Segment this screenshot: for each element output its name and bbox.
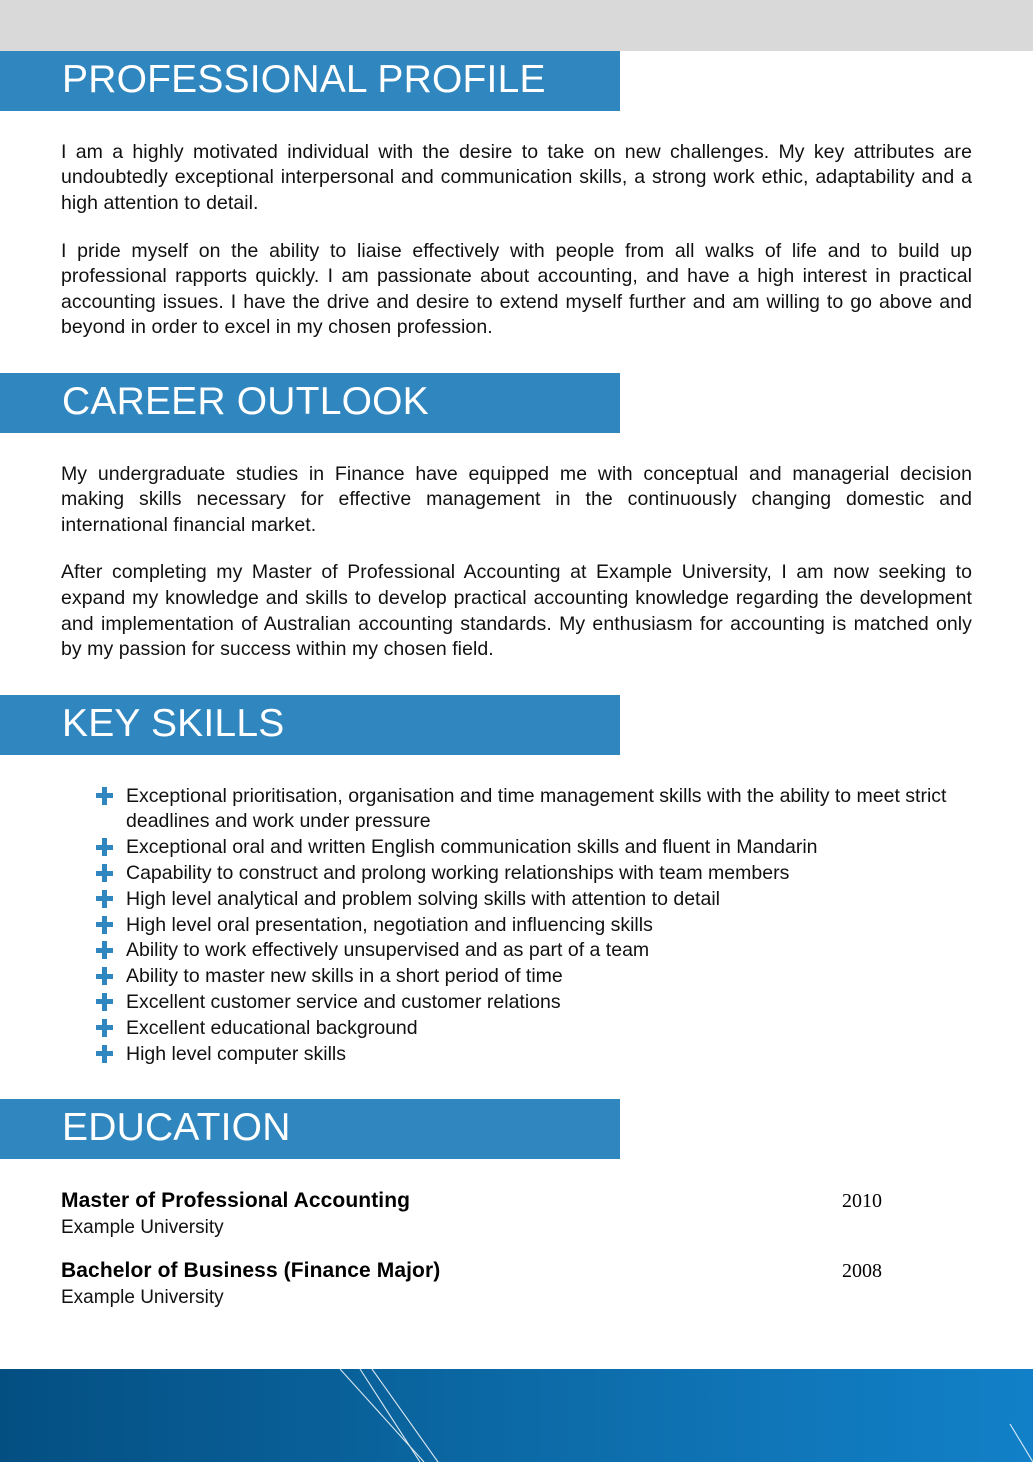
page-title-professional-profile: PROFESSIONAL PROFILE [62,58,546,101]
education-school: Example University [61,1287,224,1309]
list-item [96,938,972,964]
skill-text: Ability to work effectively unsupervised and as part of a team [126,939,650,962]
education-degree: Master of Professional Accounting [61,1189,411,1213]
list-item [96,964,972,990]
professional-profile-paragraph-2: I pride myself on the ability to liaise effectively with people from all walks of life and to build up professional rapports quickly. I am passionate about accounting, and have a high interest in practical accounting issues. I have the drive and desire to extend myself further and am willing to go above and beyond in order to excel in my chosen profession. [61,239,972,339]
list-item [96,913,972,939]
career-outlook-paragraph-1: My undergraduate studies in Finance have equipped me with conceptual and managerial decision making skills necessary for effective management in the continuously changing domestic and international financial market. [61,462,972,536]
section-header-professional-profile [0,51,620,111]
plus-icon [96,864,113,882]
skill-text: Excellent customer service and customer relations [126,990,561,1013]
skill-text: Exceptional prioritisation, organisation and time management skills with the ability to meet strict deadlines and work under pressure [126,784,947,833]
career-outlook-paragraph-2: After completing my Master of Professional Accounting at Example University, I am now seeking to expand my knowledge and skills to develop practical accounting knowledge regarding the development and implementation of Australian accounting standards. My enthusiasm for accounting is matched only by my passion for success within my chosen field. [61,561,972,661]
page-title-education: EDUCATION [62,1106,291,1150]
plus-icon [96,916,113,934]
skill-text: Exceptional oral and written English communication skills and fluent in Mandarin [126,836,818,859]
skill-text: Excellent educational background [126,1016,418,1039]
spacer [0,111,1033,140]
list-item [96,861,972,887]
spacer [61,538,972,560]
career-outlook-content [0,462,1033,663]
spacer [0,1159,1033,1188]
skill-text: Ability to master new skills in a short period of time [126,965,563,988]
skill-text: High level oral presentation, negotiation and influencing skills [126,913,653,936]
resume-page [0,51,1033,1328]
plus-icon [96,967,113,985]
education-year: 2008 [842,1260,882,1283]
education-degree: Bachelor of Business (Finance Major) [61,1259,441,1283]
footer-graphic [0,1369,1033,1462]
list-item [96,1042,972,1068]
plus-icon [96,993,113,1011]
education-school: Example University [61,1217,224,1239]
section-header-key-skills [0,695,620,755]
plus-icon [96,838,113,856]
spacer [0,663,1033,695]
plus-icon [96,1045,113,1063]
plus-icon [96,941,113,959]
top-grey-band [0,0,1033,51]
skill-text: High level computer skills [126,1042,346,1065]
education-entry-row [61,1188,972,1214]
professional-profile-paragraph-1: I am a highly motivated individual with the desire to take on new challenges. My key attributes are undoubtedly exceptional interpersonal and communication skills, a strong work ethic, adaptability and a high attention to detail. [61,140,972,214]
education-entry [61,1258,972,1310]
footer-decoration [0,1369,1033,1462]
plus-icon [96,890,113,908]
plus-icon [96,787,113,805]
education-entry [61,1188,972,1240]
spacer [0,433,1033,462]
list-item [96,835,972,861]
education-list [0,1188,1033,1310]
education-year: 2010 [842,1190,882,1213]
skill-text: High level analytical and problem solving skills with attention to detail [126,887,720,910]
professional-profile-content [0,140,1033,341]
page-title-career-outlook: CAREER OUTLOOK [62,379,429,423]
education-entry-row [61,1258,972,1284]
spacer [0,1067,1033,1099]
spacer [0,341,1033,373]
section-header-career-outlook [0,373,620,433]
spacer [61,217,972,239]
list-item [96,1016,972,1042]
page-title-key-skills: KEY SKILLS [62,701,285,745]
key-skills-list [0,784,1033,1068]
footer-background [0,1369,1033,1462]
list-item [96,990,972,1016]
skill-text: Capability to construct and prolong working relationships with team members [126,862,790,884]
spacer [0,755,1033,784]
section-header-education [0,1099,620,1159]
list-item [96,784,972,836]
list-item [96,887,972,913]
plus-icon [96,1019,113,1037]
